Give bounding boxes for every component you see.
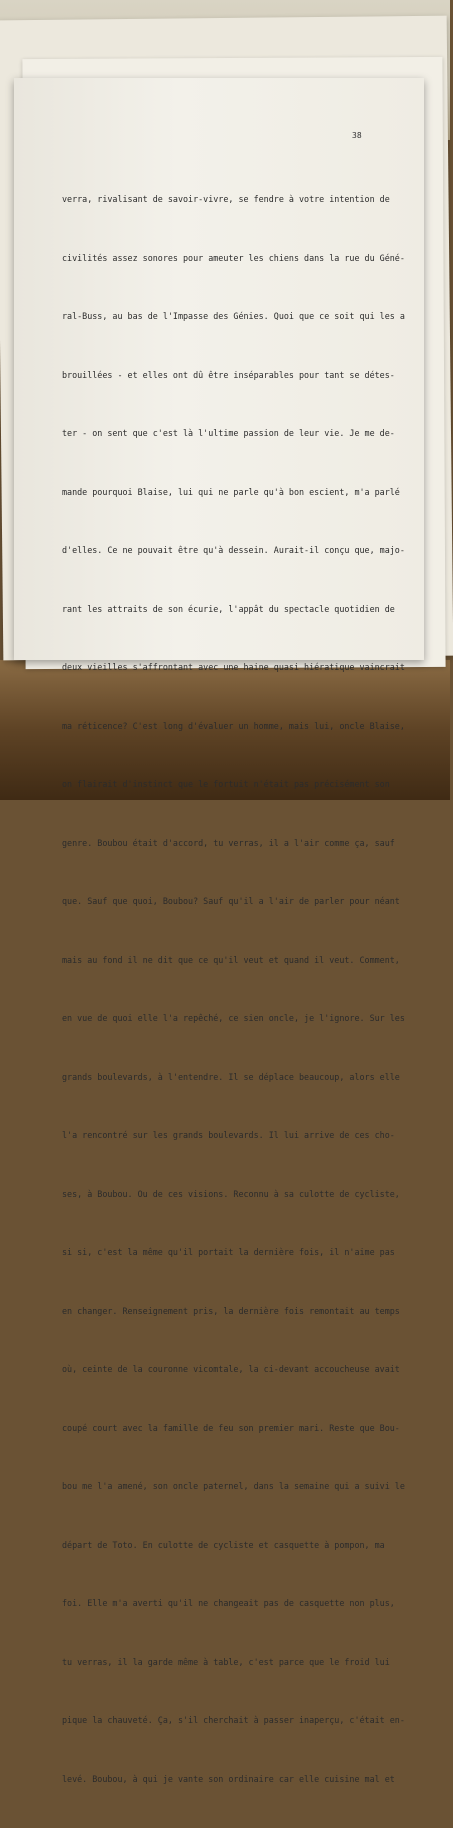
text-line: genre. Boubou était d'accord, tu verras, il a l'air comme ça, sauf — [62, 837, 395, 848]
text-line: ses, à Boubou. Ou de ces visions. Reconnu à sa culotte de cycliste, — [62, 1188, 400, 1199]
text-line: civilités assez sonores pour ameuter les chiens dans la rue du Géné- — [62, 252, 405, 263]
text-line: en changer. Renseignement pris, la dernière fois remontait au temps — [62, 1305, 400, 1316]
text-line: grands boulevards, à l'entendre. Il se déplace beaucoup, alors elle — [62, 1071, 400, 1082]
text-line: si si, c'est la même qu'il portait la dernière fois, il n'aime pas — [62, 1247, 395, 1257]
text-line: verra, rivalisant de savoir-vivre, se fendre à votre intention de — [62, 194, 390, 204]
text-line: bou me l'a amené, son oncle paternel, dans la semaine qui a suivi le — [62, 1481, 405, 1491]
text-line: ral-Buss, au bas de l'Impasse des Génies. Quoi que ce soit qui les a — [62, 311, 405, 321]
text-line: levé. Boubou, à qui je vante son ordinaire car elle cuisine mal et — [62, 1773, 395, 1784]
text-line: mande pourquoi Blaise, lui qui ne parle qu'à bon escient, m'a parlé — [62, 486, 400, 497]
text-line: deux vieilles s'affrontant avec une haine quasi hiératique vaincrait — [62, 662, 405, 672]
text-line: que. Sauf que quoi, Boubou? Sauf qu'il a l'air de parler pour néant — [62, 896, 400, 906]
text-line: on flairait d'instinct que le fortuit n'était pas précisément son — [62, 779, 390, 789]
text-line: brouillées - et elles ont dû être inséparables pour tant se détes- — [62, 369, 395, 380]
text-line: tu verras, il la garde même à table, c'est parce que le froid lui — [62, 1656, 390, 1667]
text-line: départ de Toto. En culotte de cycliste et casquette à pompon, ma — [62, 1539, 385, 1550]
text-line: ter - on sent que c'est là l'ultime passion de leur vie. Je me de- — [62, 428, 395, 438]
manuscript-page — [14, 78, 424, 1784]
text-line: foi. Elle m'a averti qu'il ne changeait pas de casquette non plus, — [62, 1598, 395, 1608]
text-line: d'elles. Ce ne pouvait être qu'à dessein. Aurait-il conçu que, majo- — [62, 545, 405, 555]
text-line: ma réticence? C'est long d'évaluer un homme, mais lui, oncle Blaise, — [62, 720, 405, 731]
text-line: l'a rencontré sur les grands boulevards. Il lui arrive de ces cho- — [62, 1130, 395, 1140]
page-number: 38 — [352, 131, 362, 140]
text-line: mais au fond il ne dit que ce qu'il veut et quand il veut. Comment, — [62, 954, 400, 965]
text-line: coupé court avec la famille de feu son premier mari. Reste que Bou- — [62, 1422, 400, 1433]
text-line: où, ceinte de la couronne vicomtale, la ci-devant accoucheuse avait — [62, 1364, 400, 1374]
page-text — [62, 151, 414, 1828]
text-line: pique la chauveté. Ça, s'il cherchait à passer inaperçu, c'était en- — [62, 1715, 405, 1725]
text-line: en vue de quoi elle l'a repêché, ce sien oncle, je l'ignore. Sur les — [62, 1013, 405, 1023]
text-line: rant les attraits de son écurie, l'appât du spectacle quotidien de — [62, 603, 395, 614]
